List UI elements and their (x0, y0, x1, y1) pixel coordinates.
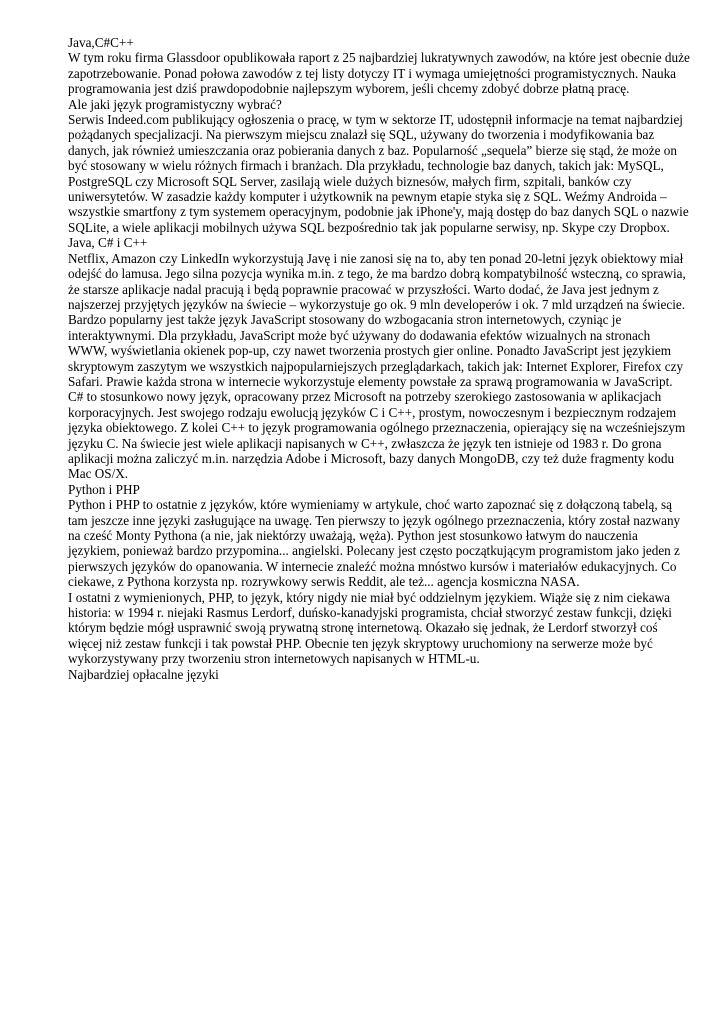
question-line: Ale jaki język programistyczny wybrać? (68, 96, 282, 112)
document-page (68, 35, 690, 682)
paragraph-indeed: Serwis Indeed.com publikujący ogłoszenia o pracę, w tym w sektorze IT, udostępnił informacje na temat najbardziej pożądanych specjalizacji. Na pierwszym miejscu znalazł się SQL, używany do tworzenia i modyfikowania baz danych, jak również umieszczania oraz pobierania danych z baz. Popularność „sequela” bierze się stąd, że może on być stosowany w wielu różnych firmach i branżach. Dla przykładu, technologie baz danych, takich jak: MySQL, PostgreSQL czy Microsoft SQL Server, zasilają wiele dużych biznesów, małych firm, szpitali, banków czy uniwersytetów. W zasadzie każdy komputer i użytkownik na pewnym etapie styka się z SQL. Weźmy Androida – wszystkie smartfony z tym systemem operacyjnym, podobnie jak iPhone'y, mają dostęp do baz danych SQL o nazwie SQLite, a wiele aplikacji mobilnych używa SQL bezpośrednio tak jak popularne serwisy, np. Skype czy Dropbox. (68, 112, 689, 235)
section-heading-table: Najbardziej opłacalne języki (68, 666, 219, 682)
section-heading-java: Java, C# i C++ (68, 235, 148, 251)
paragraph-java: Netflix, Amazon czy LinkedIn wykorzystują Javę i nie zanosi się na to, aby ten ponad 20-letni język obiektowy miał odejść do lamusa. Jego silna pozycja wynika m.in. z tego, że ma bardzo dobrą kompatybilność wsteczną, co sprawia, że starsze aplikacje nadal pracują i będą poprawnie pracować w przyszłości. Warto dodać, że Java jest jednym z najszerzej przyjętych języków na świecie – wykorzystuje go ok. 9 mln developerów i ok. 7 mld urządzeń na świecie. (68, 250, 686, 312)
document-title: Java,C#C++ (68, 35, 134, 50)
paragraph-python: Python i PHP to ostatnie z języków, które wymieniamy w artykule, choć warto zapoznać się z dołączoną tabelą, są tam jeszcze inne języki zasługujące na uwagę. Ten pierwszy to język ogólnego przeznaczenia, który został nazwany na cześć Monty Pythona (a nie, jak niektórzy uważają, węża). Python jest stosunkowo łatwym do nauczenia językiem, ponieważ bardzo przypomina... angielski. Polecany jest często początkującym programistom jako jeden z pierwszych języków do opanowania. W internecie znaleźć można mnóstwo kursów i materiałów edukacyjnych. Co ciekawe, z Pythona korzysta np. rozrywkowy serwis Reddit, ale też... agencja kosmiczna NASA. (68, 497, 681, 590)
paragraph-javascript: Bardzo popularny jest także język JavaScript stosowany do wzbogacania stron internetowych, czyniąc je interaktywnymi. Dla przykładu, JavaScript może być używany do dodawania efektów wizualnych na stronach WWW, wyświetlania okienek pop-up, czy nawet tworzenia prostych gier online. Ponadto JavaScript jest językiem skryptowym zaszytym we wszystkich najpopularniejszych przeglądarkach, takich jak: Internet Explorer, Firefox czy Safari. Prawie każda strona w internecie wykorzystuje elementy powstałe za sprawą programowania w JavaScript. (68, 312, 684, 389)
paragraph-php: I ostatni z wymienionych, PHP, to język, który nigdy nie miał być oddzielnym językiem. Wiąże się z nim ciekawa historia: w 1994 r. niejaki Rasmus Lerdorf, duńsko-kanadyjski programista, chciał stworzyć zestaw funkcji, dzięki którym będzie mógł usprawnić swoją prywatną stronę internetową. Okazało się jednak, że Lerdorf stworzył coś więcej niż zestaw funkcji i tak powstał PHP. Obecnie ten język skryptowy uruchomiony na serwerze może być wykorzystywany przy tworzeniu stron internetowych napisanych w HTML-u. (68, 589, 672, 667)
section-heading-python: Python i PHP (68, 481, 140, 497)
paragraph-csharp-cpp: C# to stosunkowo nowy język, opracowany przez Microsoft na potrzeby szerokiego zastosowania w aplikacjach korporacyjnych. Jest swojego rodzaju ewolucją języków C i C++, prostym, nowoczesnym i bezpiecznym rodzajem języka obiektowego. Z kolei C++ to język programowania ogólnego przeznaczenia, opierający się na wcześniejszym języku C. Na świecie jest wiele aplikacji napisanych w C++, zwłaszcza że język ten istnieje od 1983 r. Do grona aplikacji można zaliczyć m.in. narzędzia Adobe i Microsoft, bazy danych MongoDB, czy też duże fragmenty kodu Mac OS/X. (68, 389, 686, 482)
paragraph-intro: W tym roku firma Glassdoor opublikowała raport z 25 najbardziej lukratywnych zawodów, na które jest obecnie duże zapotrzebowanie. Ponad połowa zawodów z tej listy dotyczy IT i wymaga umiejętności programistycznych. Nauka programowania jest dziś prawdopodobnie najlepszym wyborem, jeśli chcemy zdobyć dobrze płatną pracę. (68, 50, 690, 97)
